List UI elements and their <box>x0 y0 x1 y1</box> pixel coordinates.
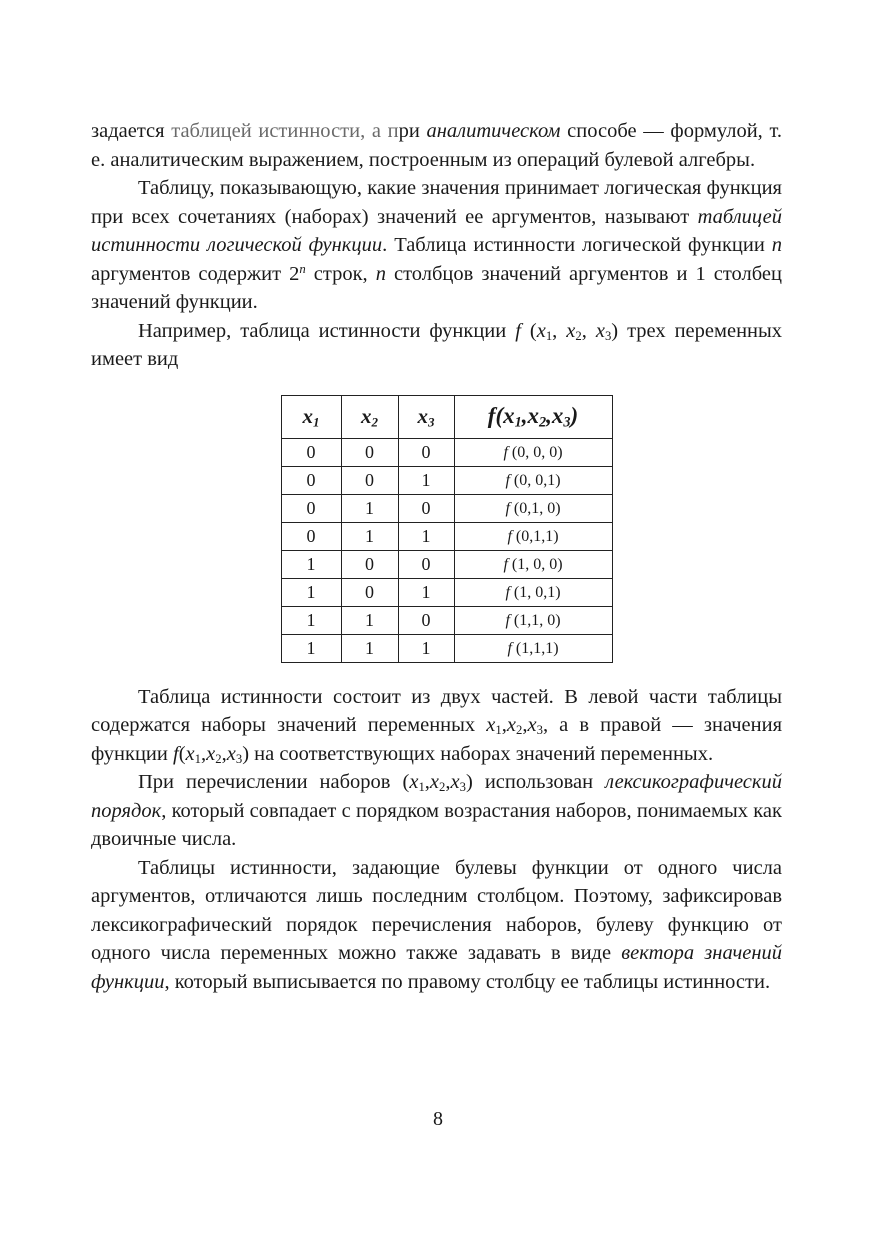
comma: , <box>445 771 451 793</box>
table-row <box>281 578 612 606</box>
cell-x1: 1 <box>281 550 341 578</box>
cell-x3: 0 <box>398 606 454 634</box>
subscript: 3 <box>536 723 543 738</box>
cell-function <box>454 438 612 466</box>
cell-x3: 1 <box>398 634 454 662</box>
text: , который совпадает с порядком возрастания наборов, понимаемых как двоичные числа. <box>91 799 782 850</box>
function-args: (1,1, 0) <box>513 611 561 629</box>
exponent-n: n <box>299 261 306 276</box>
var-x: x <box>226 742 236 765</box>
func-f: f <box>515 319 521 342</box>
paren: ( <box>402 771 410 793</box>
subscript: 3 <box>563 414 571 431</box>
table-row <box>281 606 612 634</box>
func-f: f <box>487 403 496 429</box>
text: , а в правой — значения функции <box>91 714 783 765</box>
paren: ( <box>178 742 186 765</box>
cell-x1: 0 <box>281 466 341 494</box>
italic-term: аналитическом <box>426 120 561 142</box>
truth-table <box>281 395 613 663</box>
text: , <box>552 319 567 342</box>
text: , который выписывается по правому столбцу ее таблицы истинности. <box>164 970 771 993</box>
subscript: 2 <box>515 723 523 738</box>
subscript: 1 <box>312 414 320 430</box>
func-f: f <box>505 499 510 517</box>
func-f: f <box>505 611 510 629</box>
cell-x3: 1 <box>398 466 454 494</box>
cell-function <box>454 522 612 550</box>
subscript: 3 <box>604 328 612 343</box>
function-args: (0,1, 0) <box>513 499 561 517</box>
cell-x2: 1 <box>341 606 398 634</box>
subscript: 2 <box>539 414 547 431</box>
cell-function <box>454 550 612 578</box>
subscript: 3 <box>459 780 466 795</box>
header-x2 <box>341 395 398 438</box>
comma: , <box>522 714 528 736</box>
cell-x2: 1 <box>341 634 398 662</box>
var-n: n <box>771 234 782 256</box>
cell-x1: 0 <box>281 522 341 550</box>
subscript: 3 <box>427 414 435 430</box>
paren: ( <box>495 403 504 429</box>
var-x: x <box>536 319 546 342</box>
table-row <box>281 494 612 522</box>
cell-x2: 1 <box>341 522 398 550</box>
paren: ) <box>242 742 250 765</box>
cell-function <box>454 466 612 494</box>
cell-x1: 1 <box>281 578 341 606</box>
func-f: f <box>505 471 510 489</box>
italic-term: лексикографический порядок <box>91 771 782 822</box>
subscript: 1 <box>545 328 553 343</box>
header-x3 <box>398 395 454 438</box>
truth-table-wrapper <box>91 395 782 663</box>
var-x: x <box>206 742 216 765</box>
table-row <box>281 550 612 578</box>
cell-x1: 0 <box>281 494 341 522</box>
text: Таблица истинности состоит из двух частей. В левой части таблицы содержатся наборы значений переменных <box>91 685 782 736</box>
var-x: x <box>185 742 195 765</box>
cell-x2: 0 <box>341 466 398 494</box>
paragraph-5 <box>91 768 782 854</box>
paragraph-2 <box>91 174 782 317</box>
text: задается <box>91 120 172 142</box>
text: Таблицы истинности, задающие булевы функции от одного числа аргументов, отличаются лишь последним столбцом. Поэтому, зафиксировав лексикографический порядок перечисления наборов, булеву функцию от одного числа переменных можно также задавать в виде <box>91 856 782 964</box>
subscript: 2 <box>439 780 446 795</box>
table-row <box>281 438 612 466</box>
cell-function <box>454 578 612 606</box>
text: строк, <box>305 262 376 285</box>
var-x: x <box>429 771 440 793</box>
page-number: 8 <box>433 1108 443 1130</box>
comma: , <box>501 714 507 736</box>
cell-x1: 0 <box>281 438 341 466</box>
var-x: x <box>527 714 537 736</box>
cell-x3: 1 <box>398 578 454 606</box>
paren: ) <box>570 403 579 429</box>
func-f: f <box>507 639 512 657</box>
subscript: 2 <box>215 751 222 766</box>
text: ри <box>398 120 427 142</box>
text: использован <box>472 771 606 793</box>
cell-x1: 1 <box>281 634 341 662</box>
paragraph-6 <box>91 854 782 997</box>
subscript: 1 <box>418 780 425 795</box>
func-f: f <box>507 527 512 545</box>
header-x1 <box>281 395 341 438</box>
var-x: x <box>450 771 460 793</box>
subscript: 1 <box>514 414 522 431</box>
var-x: x <box>527 403 540 429</box>
text: аргументов содержит 2 <box>91 262 300 285</box>
text: ) трех переменных имеет вид <box>91 319 783 370</box>
function-args: (0, 0, 0) <box>511 443 563 461</box>
cell-x3: 1 <box>398 522 454 550</box>
cell-x2: 1 <box>341 494 398 522</box>
cell-x3: 0 <box>398 550 454 578</box>
comma: , <box>521 403 528 429</box>
cell-x1: 1 <box>281 606 341 634</box>
func-f: f <box>173 742 179 765</box>
comma: , <box>221 742 227 765</box>
cell-x2: 0 <box>341 578 398 606</box>
comma: , <box>546 403 552 429</box>
text: , <box>581 319 596 342</box>
text: Таблицу, показывающую, какие значения принимает логическая функция при всех сочетаниях (наборах) значений ее аргументов, называют <box>91 177 782 228</box>
paragraph-1 <box>91 117 782 174</box>
function-args: (1,1,1) <box>515 639 559 657</box>
italic-term: вектора значений функции <box>91 942 782 993</box>
text: на соответствующих наборах значений переменных. <box>249 742 714 765</box>
function-args: (0,1,1) <box>515 527 559 545</box>
paren: ) <box>465 771 473 793</box>
func-f: f <box>503 555 508 573</box>
text: способе — формулой, т. е. аналитическим выражением, построенным из операций булевой алгебры. <box>91 120 782 171</box>
header-function <box>454 395 612 438</box>
var-x: x <box>506 714 516 736</box>
text: Например, таблица истинности функции <box>138 319 516 342</box>
page-body <box>91 117 782 996</box>
comma: , <box>424 771 430 793</box>
var-x: x <box>417 404 428 429</box>
grayed-text: таблицей истинности, а п <box>171 120 399 142</box>
var-x: x <box>409 771 419 793</box>
func-f: f <box>503 443 508 461</box>
table-header-row <box>281 395 612 438</box>
var-x: x <box>302 404 313 429</box>
cell-x3: 0 <box>398 438 454 466</box>
cell-x2: 0 <box>341 550 398 578</box>
var-x: x <box>486 714 496 736</box>
cell-function <box>454 494 612 522</box>
cell-x2: 0 <box>341 438 398 466</box>
cell-function <box>454 606 612 634</box>
var-x: x <box>595 319 605 342</box>
subscript: 1 <box>194 751 201 766</box>
text: . Таблица истинности логической функции <box>382 234 772 256</box>
text: столбцов значений аргументов и 1 столбец значений функции. <box>91 262 782 313</box>
text: При перечислении наборов <box>138 771 403 793</box>
var-x: x <box>551 403 564 429</box>
subscript: 1 <box>495 723 502 738</box>
subscript: 3 <box>235 751 243 766</box>
text: ( <box>520 319 537 342</box>
function-args: (1, 0, 0) <box>511 555 563 573</box>
var-x: x <box>503 403 515 429</box>
cell-function <box>454 634 612 662</box>
comma: , <box>201 742 207 765</box>
italic-term: таблицей истинности логической функции <box>91 205 782 256</box>
var-x: x <box>566 319 576 342</box>
table-row <box>281 466 612 494</box>
cell-x3: 0 <box>398 494 454 522</box>
subscript: 2 <box>575 328 582 343</box>
table-row <box>281 522 612 550</box>
var-n: n <box>375 262 386 285</box>
subscript: 2 <box>371 414 378 430</box>
func-f: f <box>505 583 510 601</box>
function-args: (0, 0,1) <box>513 471 561 489</box>
paragraph-3 <box>91 317 782 374</box>
var-x: x <box>360 404 372 429</box>
paragraph-4 <box>91 683 782 769</box>
table-row <box>281 634 612 662</box>
function-args: (1, 0,1) <box>513 583 561 601</box>
